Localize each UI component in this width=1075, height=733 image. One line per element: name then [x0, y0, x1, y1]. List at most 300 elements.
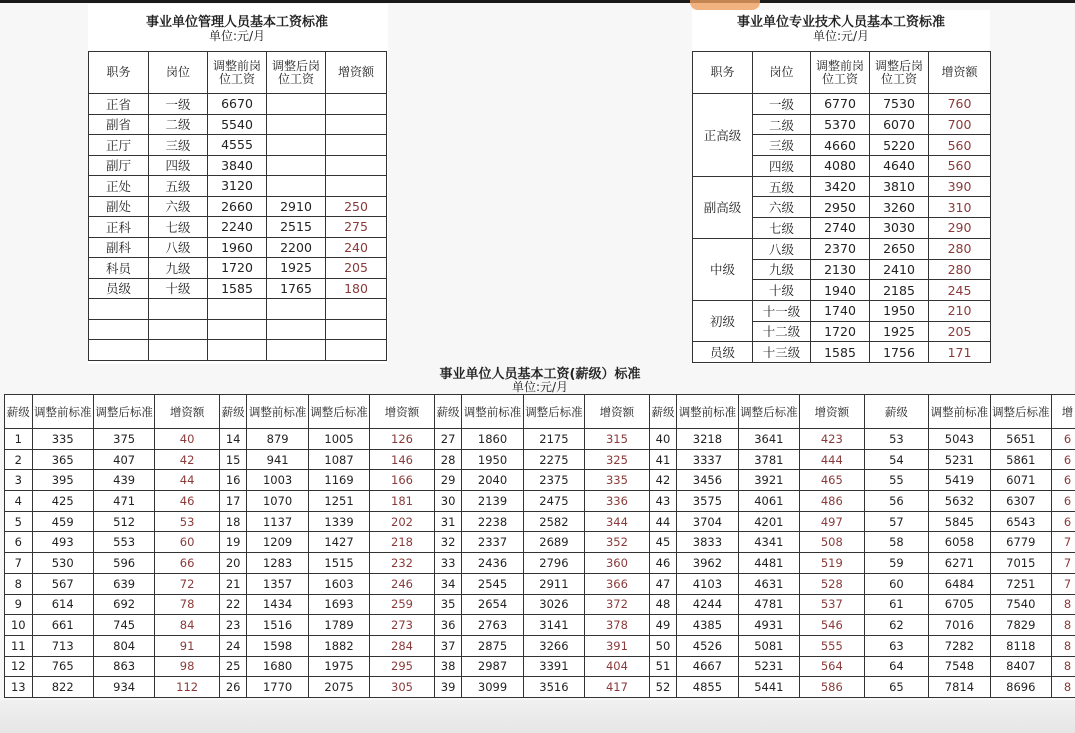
tech-cell: 280	[929, 259, 991, 280]
salary-cell: 64	[864, 656, 929, 677]
salary-cell: 31	[434, 511, 462, 532]
mgmt-cell: 副省	[89, 114, 149, 135]
salary-cell: 366	[585, 573, 650, 594]
salary-cell: 4667	[677, 656, 738, 677]
mgmt-cell	[326, 135, 387, 156]
tech-cell: 八级	[753, 238, 811, 259]
mgmt-cell	[149, 299, 208, 320]
salary-cell: 7	[1052, 573, 1075, 594]
salary-cell: 2375	[523, 470, 584, 491]
mgmt-row	[89, 217, 387, 238]
salary-cell: 765	[32, 656, 93, 677]
salary-cell: 822	[32, 677, 93, 698]
salary-cell: 54	[864, 449, 929, 470]
salary-cell: 112	[155, 677, 220, 698]
mgmt-cell	[326, 94, 387, 115]
salary-cell: 2	[5, 449, 33, 470]
salary-cell: 344	[585, 511, 650, 532]
mgmt-cell: 1585	[208, 278, 267, 299]
salary-row	[5, 491, 1075, 512]
mgmt-cell	[208, 319, 267, 340]
salary-cell: 259	[370, 594, 435, 615]
tech-cell: 2370	[811, 238, 870, 259]
tech-cell: 205	[929, 321, 991, 342]
tech-cell: 5370	[811, 114, 870, 135]
salary-cell: 26	[219, 677, 247, 698]
salary-cell: 40	[155, 429, 220, 450]
salary-cell: 2911	[523, 573, 584, 594]
salary-cell: 7251	[990, 573, 1051, 594]
tech-group-cell: 员级	[693, 342, 753, 363]
salary-unit: 单位:元/月	[511, 380, 569, 394]
mgmt-cell: 1960	[208, 237, 267, 258]
salary-cell: 471	[93, 491, 154, 512]
screen-top-edge	[0, 0, 1075, 3]
salary-cell: 586	[800, 677, 865, 698]
salary-row	[5, 677, 1075, 698]
mgmt-cell: 一级	[149, 94, 208, 115]
mgmt-cell	[267, 340, 326, 361]
tech-cell: 十二级	[753, 321, 811, 342]
mgmt-row	[89, 135, 387, 156]
salary-cell: 6	[1052, 470, 1075, 491]
salary-cell: 6	[1052, 429, 1075, 450]
salary-cell: 126	[370, 429, 435, 450]
salary-cell: 62	[864, 615, 929, 636]
salary-cell: 8	[1052, 677, 1075, 698]
mgmt-cell	[89, 340, 149, 361]
salary-cell: 372	[585, 594, 650, 615]
tech-cell: 4640	[870, 156, 929, 177]
salary-cell: 439	[93, 470, 154, 491]
tech-cell: 1585	[811, 342, 870, 363]
salary-cell: 596	[93, 553, 154, 574]
salary-cell: 7	[1052, 553, 1075, 574]
salary-cell: 7016	[929, 615, 990, 636]
tech-cell: 1720	[811, 321, 870, 342]
mgmt-header-cell: 调整前岗位工资	[208, 52, 267, 94]
salary-cell: 49	[649, 615, 677, 636]
mgmt-cell: 4555	[208, 135, 267, 156]
mgmt-row	[89, 278, 387, 299]
salary-cell: 4526	[677, 635, 738, 656]
salary-cell: 512	[93, 511, 154, 532]
salary-cell: 284	[370, 635, 435, 656]
tech-cell: 3260	[870, 197, 929, 218]
bottom-shadow	[0, 700, 1075, 733]
salary-header-cell: 调整前标准	[929, 395, 990, 429]
tech-cell: 3810	[870, 176, 929, 197]
salary-header-cell: 薪级	[5, 395, 33, 429]
salary-cell: 378	[585, 615, 650, 636]
salary-cell: 8	[1052, 594, 1075, 615]
salary-cell: 305	[370, 677, 435, 698]
salary-header-cell: 调整后标准	[990, 395, 1051, 429]
salary-cell: 2139	[462, 491, 523, 512]
salary-cell: 7282	[929, 635, 990, 656]
salary-cell: 335	[32, 429, 93, 450]
mgmt-header-cell: 调整后岗位工资	[267, 52, 326, 94]
salary-cell: 8	[5, 573, 33, 594]
salary-cell: 21	[219, 573, 247, 594]
mgmt-cell	[326, 155, 387, 176]
salary-cell: 6484	[929, 573, 990, 594]
mgmt-cell	[326, 340, 387, 361]
mgmt-unit: 单位:元/月	[208, 29, 266, 43]
salary-cell: 934	[93, 677, 154, 698]
salary-cell: 9	[5, 594, 33, 615]
salary-cell: 42	[649, 470, 677, 491]
tech-cell: 280	[929, 238, 991, 259]
salary-cell: 16	[219, 470, 247, 491]
salary-cell: 36	[434, 615, 462, 636]
salary-cell: 15	[219, 449, 247, 470]
salary-cell: 7814	[929, 677, 990, 698]
salary-cell: 8	[1052, 656, 1075, 677]
tech-cell: 7530	[870, 94, 929, 115]
salary-cell: 23	[219, 615, 247, 636]
salary-cell: 4631	[738, 573, 799, 594]
salary-cell: 692	[93, 594, 154, 615]
salary-cell: 3141	[523, 615, 584, 636]
mgmt-cell: 1720	[208, 258, 267, 279]
salary-cell: 2763	[462, 615, 523, 636]
salary-cell: 661	[32, 615, 93, 636]
salary-row	[5, 470, 1075, 491]
tech-group-cell: 初级	[693, 300, 753, 341]
salary-cell: 1137	[247, 511, 308, 532]
salary-cell: 2689	[523, 532, 584, 553]
mgmt-row	[89, 196, 387, 217]
salary-header-cell: 增资额	[155, 395, 220, 429]
salary-cell: 555	[800, 635, 865, 656]
mgmt-salary-table	[88, 51, 387, 361]
salary-cell: 4855	[677, 677, 738, 698]
salary-cell: 1975	[308, 656, 369, 677]
salary-cell: 2040	[462, 470, 523, 491]
salary-cell: 1434	[247, 594, 308, 615]
salary-cell: 30	[434, 491, 462, 512]
salary-cell: 5	[5, 511, 33, 532]
salary-cell: 3099	[462, 677, 523, 698]
tech-cell: 2130	[811, 259, 870, 280]
tech-cell: 四级	[753, 156, 811, 177]
tech-cell: 560	[929, 135, 991, 156]
grade-salary-table	[4, 394, 1075, 698]
salary-cell: 61	[864, 594, 929, 615]
mgmt-cell: 九级	[149, 258, 208, 279]
mgmt-cell: 七级	[149, 217, 208, 238]
salary-cell: 2545	[462, 573, 523, 594]
salary-cell: 28	[434, 449, 462, 470]
mgmt-header-cell: 岗位	[149, 52, 208, 94]
mgmt-cell: 副科	[89, 237, 149, 258]
mgmt-cell	[326, 176, 387, 197]
salary-cell: 13	[5, 677, 33, 698]
salary-cell: 35	[434, 594, 462, 615]
mgmt-cell: 正省	[89, 94, 149, 115]
salary-cell: 3	[5, 470, 33, 491]
salary-cell: 34	[434, 573, 462, 594]
tech-cell: 1925	[870, 321, 929, 342]
salary-cell: 46	[649, 553, 677, 574]
salary-cell: 395	[32, 470, 93, 491]
mgmt-cell: 2240	[208, 217, 267, 238]
salary-cell: 5081	[738, 635, 799, 656]
salary-cell: 5632	[929, 491, 990, 512]
salary-cell: 537	[800, 594, 865, 615]
salary-cell: 14	[219, 429, 247, 450]
mgmt-cell	[267, 94, 326, 115]
salary-cell: 5419	[929, 470, 990, 491]
mgmt-cell	[267, 176, 326, 197]
tech-cell: 4660	[811, 135, 870, 156]
mgmt-cell	[208, 299, 267, 320]
salary-cell: 1357	[247, 573, 308, 594]
salary-cell: 58	[864, 532, 929, 553]
salary-cell: 6307	[990, 491, 1051, 512]
tech-cell: 210	[929, 300, 991, 321]
salary-cell: 4481	[738, 553, 799, 574]
mgmt-cell: 1765	[267, 278, 326, 299]
salary-cell: 5231	[929, 449, 990, 470]
salary-cell: 27	[434, 429, 462, 450]
salary-cell: 66	[155, 553, 220, 574]
salary-cell: 53	[155, 511, 220, 532]
mgmt-cell	[267, 319, 326, 340]
salary-cell: 1693	[308, 594, 369, 615]
salary-cell: 465	[800, 470, 865, 491]
salary-cell: 44	[155, 470, 220, 491]
tech-salary-table	[692, 51, 991, 363]
mgmt-cell: 3840	[208, 155, 267, 176]
salary-cell: 6058	[929, 532, 990, 553]
salary-cell: 3026	[523, 594, 584, 615]
salary-cell: 6071	[990, 470, 1051, 491]
salary-cell: 84	[155, 615, 220, 636]
salary-cell: 1603	[308, 573, 369, 594]
mgmt-cell	[326, 114, 387, 135]
salary-header-cell: 调整后标准	[738, 395, 799, 429]
salary-cell: 4781	[738, 594, 799, 615]
salary-cell: 59	[864, 553, 929, 574]
salary-cell: 1427	[308, 532, 369, 553]
salary-cell: 564	[800, 656, 865, 677]
salary-cell: 1339	[308, 511, 369, 532]
salary-cell: 8118	[990, 635, 1051, 656]
mgmt-header-row	[89, 52, 387, 94]
salary-cell: 5043	[929, 429, 990, 450]
salary-cell: 3704	[677, 511, 738, 532]
salary-cell: 146	[370, 449, 435, 470]
mgmt-cell: 240	[326, 237, 387, 258]
tech-cell: 390	[929, 176, 991, 197]
mgmt-cell: 八级	[149, 237, 208, 258]
mgmt-cell	[89, 299, 149, 320]
salary-cell: 7015	[990, 553, 1051, 574]
mgmt-cell	[149, 319, 208, 340]
mgmt-cell: 十级	[149, 278, 208, 299]
salary-cell: 4385	[677, 615, 738, 636]
salary-cell: 65	[864, 677, 929, 698]
salary-cell: 3266	[523, 635, 584, 656]
tech-row	[693, 342, 991, 363]
salary-cell: 391	[585, 635, 650, 656]
tech-cell: 一级	[753, 94, 811, 115]
salary-cell: 444	[800, 449, 865, 470]
mgmt-cell: 员级	[89, 278, 149, 299]
salary-cell: 425	[32, 491, 93, 512]
mgmt-cell: 2660	[208, 196, 267, 217]
salary-cell: 2582	[523, 511, 584, 532]
salary-cell: 3962	[677, 553, 738, 574]
mgmt-cell	[208, 340, 267, 361]
tech-cell: 六级	[753, 197, 811, 218]
tech-cell: 5220	[870, 135, 929, 156]
tech-cell: 310	[929, 197, 991, 218]
salary-cell: 39	[434, 677, 462, 698]
salary-cell: 44	[649, 511, 677, 532]
tech-header-cell: 调整前岗位工资	[811, 52, 870, 94]
salary-cell: 1680	[247, 656, 308, 677]
salary-cell: 1209	[247, 532, 308, 553]
mgmt-row	[89, 340, 387, 361]
salary-cell: 528	[800, 573, 865, 594]
mgmt-header-cell: 增资额	[326, 52, 387, 94]
tech-header-cell: 岗位	[753, 52, 811, 94]
salary-header-cell: 薪级	[649, 395, 677, 429]
salary-cell: 1283	[247, 553, 308, 574]
tech-cell: 1756	[870, 342, 929, 363]
salary-cell: 639	[93, 573, 154, 594]
mgmt-cell	[267, 135, 326, 156]
salary-cell: 52	[649, 677, 677, 698]
salary-cell: 33	[434, 553, 462, 574]
mgmt-cell	[149, 340, 208, 361]
salary-cell: 7540	[990, 594, 1051, 615]
salary-cell: 20	[219, 553, 247, 574]
salary-cell: 43	[649, 491, 677, 512]
mgmt-cell: 副厅	[89, 155, 149, 176]
salary-cell: 5231	[738, 656, 799, 677]
mgmt-cell	[326, 319, 387, 340]
salary-cell: 459	[32, 511, 93, 532]
salary-cell: 553	[93, 532, 154, 553]
salary-header-cell: 调整后标准	[308, 395, 369, 429]
salary-cell: 497	[800, 511, 865, 532]
salary-cell: 51	[649, 656, 677, 677]
mgmt-cell: 六级	[149, 196, 208, 217]
salary-cell: 91	[155, 635, 220, 656]
salary-cell: 1860	[462, 429, 523, 450]
salary-cell: 745	[93, 615, 154, 636]
salary-cell: 19	[219, 532, 247, 553]
salary-cell: 40	[649, 429, 677, 450]
mgmt-row	[89, 94, 387, 115]
mgmt-cell	[89, 319, 149, 340]
tech-cell: 171	[929, 342, 991, 363]
tech-unit: 单位:元/月	[812, 29, 870, 43]
salary-cell: 365	[32, 449, 93, 470]
salary-cell: 1005	[308, 429, 369, 450]
salary-cell: 1515	[308, 553, 369, 574]
tech-header-cell: 职务	[693, 52, 753, 94]
mgmt-cell	[267, 299, 326, 320]
salary-cell: 8696	[990, 677, 1051, 698]
salary-cell: 3218	[677, 429, 738, 450]
tech-cell: 1950	[870, 300, 929, 321]
salary-cell: 508	[800, 532, 865, 553]
mgmt-cell: 三级	[149, 135, 208, 156]
salary-cell: 423	[800, 429, 865, 450]
tech-cell: 2740	[811, 218, 870, 239]
salary-cell: 12	[5, 656, 33, 677]
salary-header-cell: 薪级	[434, 395, 462, 429]
tech-cell: 2950	[811, 197, 870, 218]
mgmt-cell: 2200	[267, 237, 326, 258]
salary-cell: 50	[649, 635, 677, 656]
salary-cell: 315	[585, 429, 650, 450]
salary-cell: 232	[370, 553, 435, 574]
salary-cell: 8	[1052, 615, 1075, 636]
tech-cell: 245	[929, 280, 991, 301]
salary-cell: 336	[585, 491, 650, 512]
salary-cell: 2796	[523, 553, 584, 574]
salary-cell: 1251	[308, 491, 369, 512]
salary-row	[5, 635, 1075, 656]
tech-cell: 560	[929, 156, 991, 177]
salary-cell: 4931	[738, 615, 799, 636]
mgmt-row	[89, 299, 387, 320]
salary-row	[5, 594, 1075, 615]
salary-cell: 6705	[929, 594, 990, 615]
mgmt-cell: 科员	[89, 258, 149, 279]
salary-cell: 7	[5, 553, 33, 574]
salary-cell: 1003	[247, 470, 308, 491]
salary-cell: 246	[370, 573, 435, 594]
salary-cell: 57	[864, 511, 929, 532]
salary-cell: 4061	[738, 491, 799, 512]
mgmt-cell: 6670	[208, 94, 267, 115]
salary-cell: 493	[32, 532, 93, 553]
salary-cell: 325	[585, 449, 650, 470]
tech-cell: 6070	[870, 114, 929, 135]
salary-cell: 1516	[247, 615, 308, 636]
salary-cell: 60	[155, 532, 220, 553]
mgmt-cell: 205	[326, 258, 387, 279]
salary-cell: 1598	[247, 635, 308, 656]
salary-cell: 614	[32, 594, 93, 615]
tech-row	[693, 176, 991, 197]
salary-row	[5, 532, 1075, 553]
salary-cell: 295	[370, 656, 435, 677]
salary-cell: 4244	[677, 594, 738, 615]
tech-cell: 700	[929, 114, 991, 135]
salary-cell: 530	[32, 553, 93, 574]
salary-cell: 60	[864, 573, 929, 594]
salary-cell: 22	[219, 594, 247, 615]
tech-row	[693, 94, 991, 115]
mgmt-cell: 二级	[149, 114, 208, 135]
tech-cell: 三级	[753, 135, 811, 156]
salary-cell: 1882	[308, 635, 369, 656]
tech-cell: 二级	[753, 114, 811, 135]
salary-cell: 29	[434, 470, 462, 491]
salary-cell: 24	[219, 635, 247, 656]
salary-title: 事业单位人员基本工资(薪级）标准	[439, 367, 641, 382]
salary-cell: 6779	[990, 532, 1051, 553]
tech-title: 事业单位专业技术人员基本工资标准	[736, 15, 945, 30]
